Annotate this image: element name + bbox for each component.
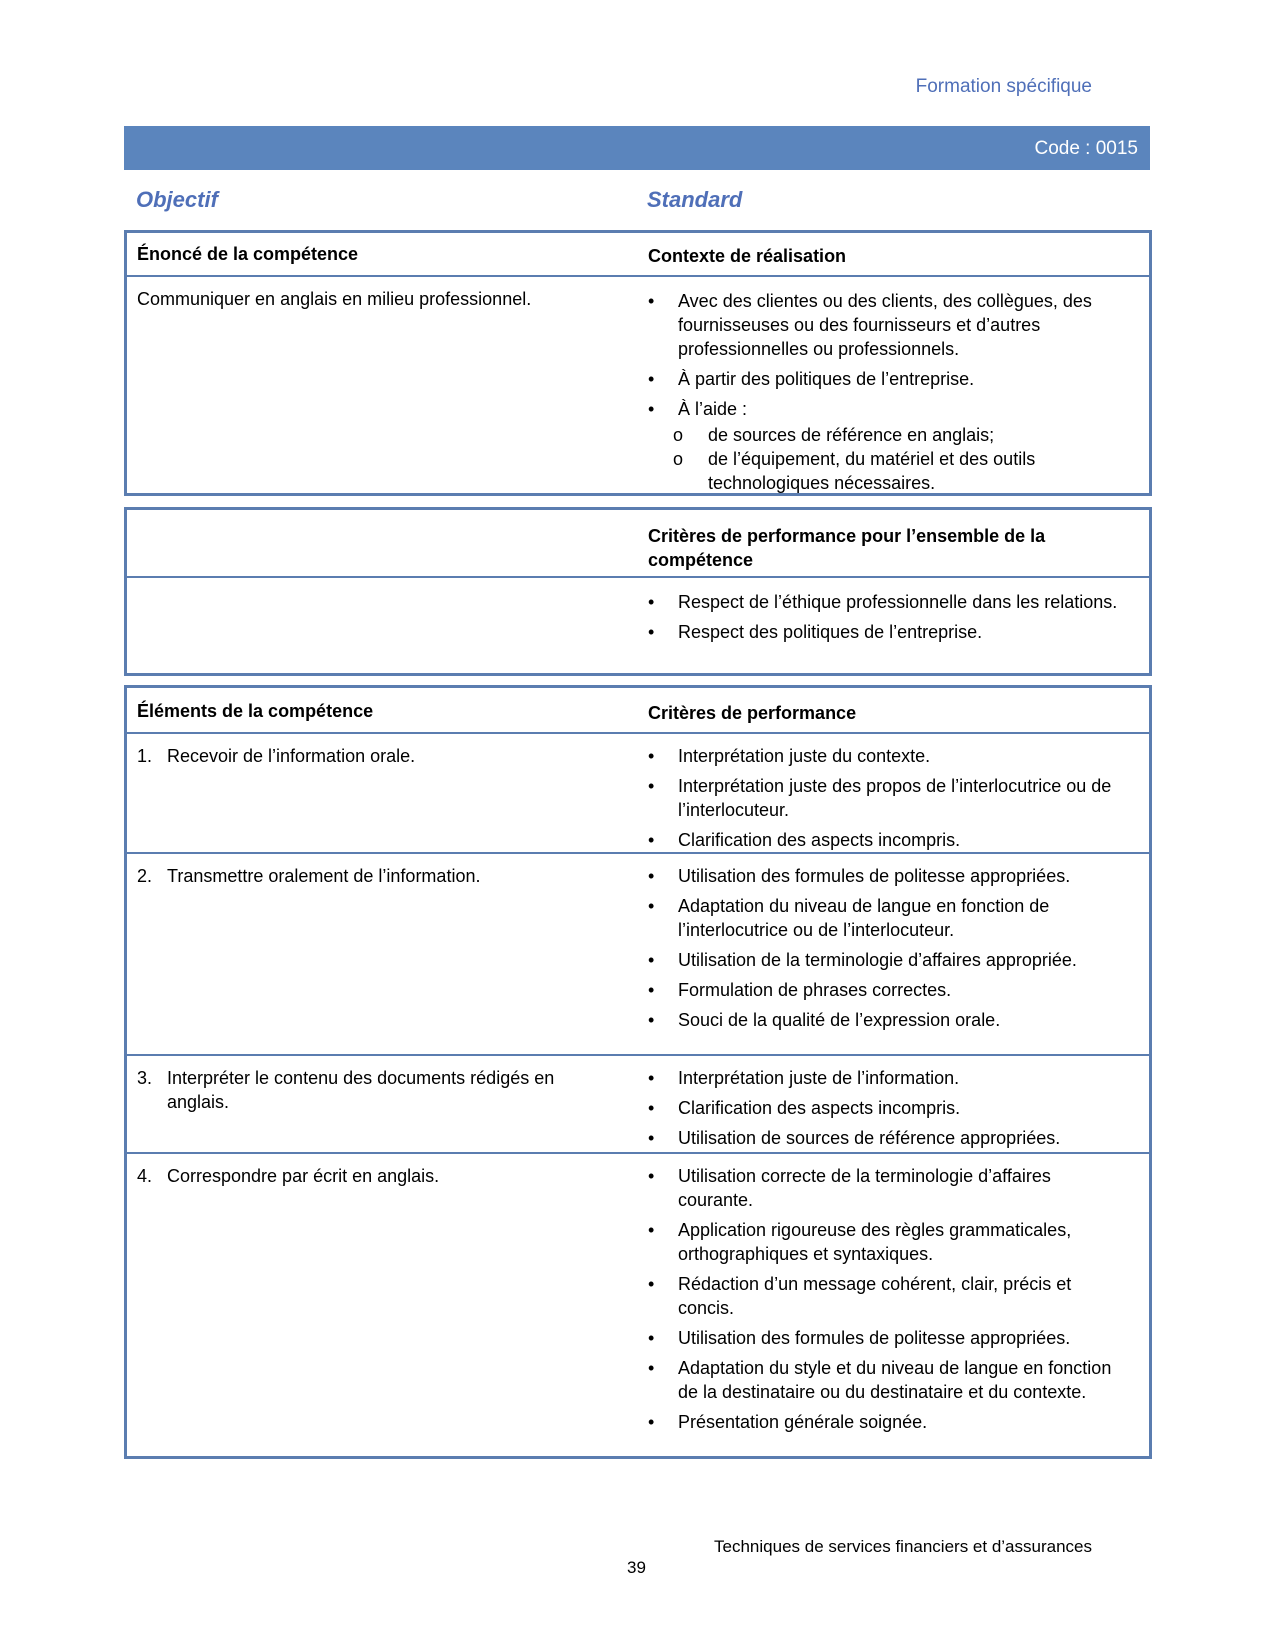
enonce-header: Énoncé de la compétence	[137, 244, 359, 264]
standard-label: Standard	[647, 187, 743, 212]
ensemble-box	[124, 507, 1152, 676]
element-number: 1.	[137, 746, 153, 766]
element-row-3	[127, 1054, 1149, 1152]
section-title: Formation spécifique	[915, 76, 1092, 97]
criteria-item: • Utilisation correcte de la terminologie d’affaires courante.	[648, 1166, 1051, 1210]
element-text: Recevoir de l’information orale.	[167, 746, 416, 766]
ensemble-list	[648, 590, 1128, 650]
criteria-item: • Application rigoureuse des règles grammaticales, orthographiques et syntaxiques.	[648, 1220, 1072, 1264]
criteria-item: • Utilisation des formules de politesse appropriées.	[648, 866, 1071, 886]
element-number: 4.	[137, 1166, 153, 1186]
criteria-item: • Adaptation du niveau de langue en fonction de l’interlocutrice ou de l’interlocuteur.	[648, 896, 1050, 940]
element-number: 2.	[137, 866, 153, 886]
criteria-item: • Souci de la qualité de l’expression orale.	[648, 1010, 1001, 1030]
element-row-1	[127, 732, 1149, 852]
sub-list-item: o de l’équipement, du matériel et des outils technologiques nécessaires.	[673, 449, 1036, 493]
criteria-item: • Interprétation juste de l’information.	[648, 1068, 960, 1088]
elements-header: Éléments de la compétence	[137, 701, 374, 721]
objectif-label: Objectif	[136, 187, 218, 212]
element-text: Transmettre oralement de l’information.	[167, 866, 481, 886]
element-row-2	[127, 852, 1149, 1054]
criteria-item: • Présentation générale soignée.	[648, 1412, 928, 1432]
list-item: • Avec des clientes ou des clients, des collègues, des fournisseuses ou des fournisseurs et d’autres professionnelles ou professionnels.	[648, 291, 1092, 359]
list-item: • Respect de l’éthique professionnelle dans les relations.	[648, 592, 1118, 612]
page-number: 39	[627, 1558, 646, 1577]
ensemble-header: Critères de performance pour l’ensemble de la compétence	[648, 526, 1046, 570]
code-bar	[124, 126, 1150, 170]
competence-code: Code : 0015	[1034, 138, 1138, 159]
elements-box	[124, 685, 1152, 1459]
criteria-item: • Rédaction d’un message cohérent, clair, précis et concis.	[648, 1274, 1072, 1318]
criteria-item: • Utilisation de sources de référence appropriées.	[648, 1128, 1061, 1148]
sub-list-item: o de sources de référence en anglais;	[673, 425, 995, 445]
criteria-item: • Clarification des aspects incompris.	[648, 1098, 961, 1118]
contexte-list	[648, 289, 1128, 495]
criteria-item: • Utilisation des formules de politesse appropriées.	[648, 1328, 1071, 1348]
element-text: Correspondre par écrit en anglais.	[167, 1166, 440, 1186]
list-item: • Respect des politiques de l’entreprise.	[648, 622, 983, 642]
element-text: Interpréter le contenu des documents rédigés en anglais.	[167, 1068, 555, 1112]
criteres-header: Critères de performance	[648, 703, 857, 723]
criteria-item: • Utilisation de la terminologie d’affaires appropriée.	[648, 950, 1077, 970]
competence-box	[124, 230, 1152, 496]
element-row-4	[127, 1152, 1149, 1452]
list-item: • À partir des politiques de l’entreprise.	[648, 369, 975, 389]
criteria-item: • Interprétation juste des propos de l’interlocutrice ou de l’interlocuteur.	[648, 776, 1112, 820]
criteria-item: • Clarification des aspects incompris.	[648, 830, 961, 850]
enonce-text: Communiquer en anglais en milieu professionnel.	[137, 289, 532, 309]
criteria-item: • Adaptation du style et du niveau de langue en fonction de la destinataire ou du destinataire et du contexte.	[648, 1358, 1112, 1402]
list-item: • À l’aide :	[648, 399, 748, 419]
element-number: 3.	[137, 1068, 153, 1088]
footer-program: Techniques de services financiers et d’assurances	[714, 1537, 1092, 1556]
criteria-item: • Formulation de phrases correctes.	[648, 980, 952, 1000]
criteria-item: • Interprétation juste du contexte.	[648, 746, 931, 766]
contexte-header: Contexte de réalisation	[648, 246, 847, 266]
